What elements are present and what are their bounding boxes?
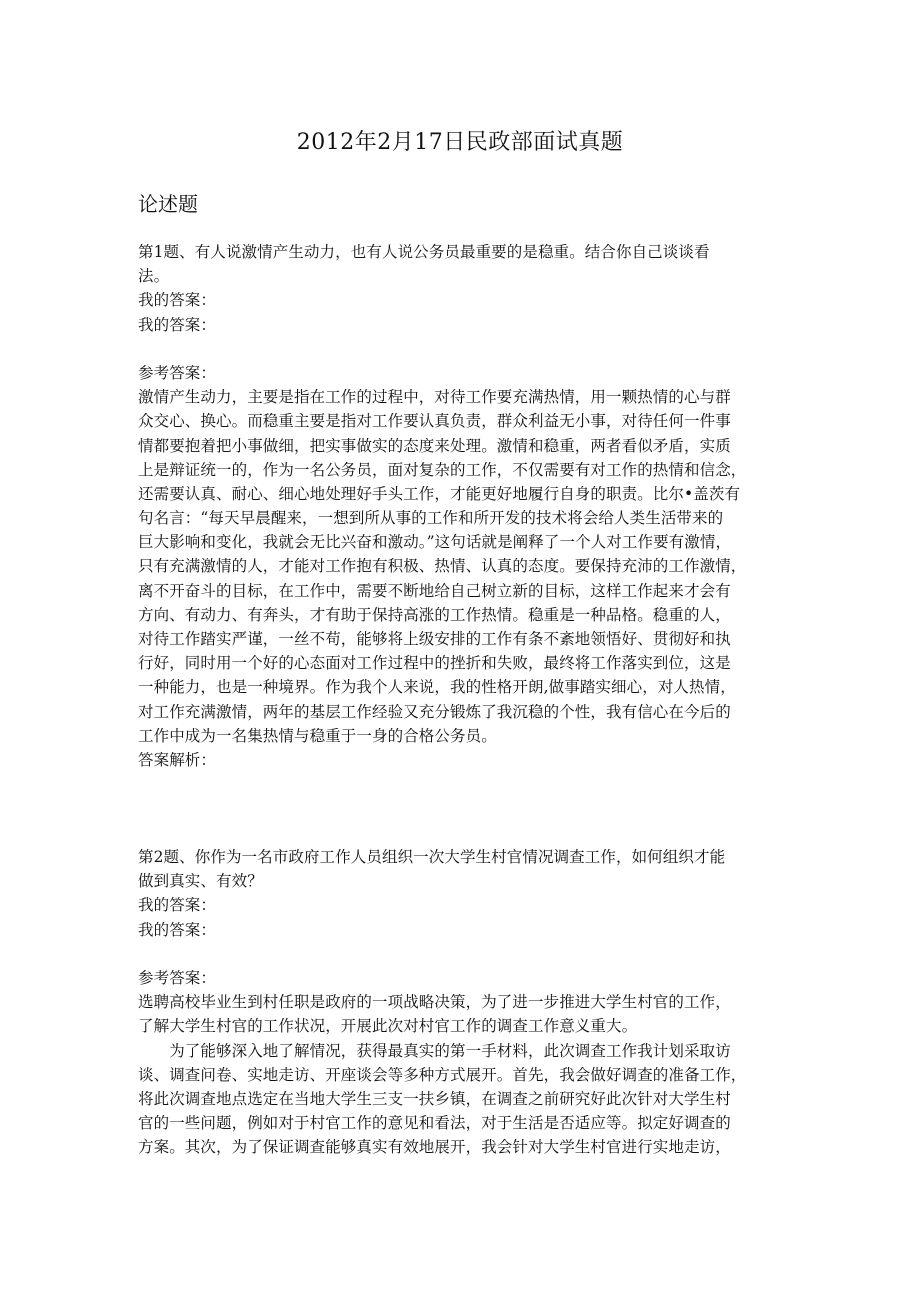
- question-2-block: [138, 845, 788, 1159]
- reference-answer-line: 将此次调查地点选定在当地大学生三支一扶乡镇，在调查之前研究好此次针对大学生村: [138, 1089, 731, 1108]
- reference-answer-line: 为了能够深入地了解情况，获得最真实的第一手材料，此次调查工作我计划采取访: [138, 1041, 731, 1060]
- my-answer-label: 我的答案：: [138, 920, 217, 939]
- reference-answer-line: 工作中成为一名集热情与稳重于一身的合格公务员。: [138, 726, 497, 745]
- question-1-prompt-line: 第1题、有人说激情产生动力，也有人说公务员最重要的是稳重。结合你自己谈谈看: [138, 243, 710, 261]
- reference-answer-line: 谈、调查问卷、实地走访、开座谈会等多种方式展开。首先，我会做好调查的准备工作，: [138, 1065, 747, 1084]
- question-2-prompt-line: 第2题、你作为一名市政府工作人员组织一次大学生村官情况调查工作，如何组织才能: [138, 848, 726, 866]
- section-heading: 论述题: [138, 192, 198, 216]
- reference-answer-line: 句名言：“每天早晨醒来，一想到所从事的工作和所开发的技术将会给人类生活带来的: [138, 509, 724, 528]
- my-answer-label: 我的答案：: [138, 315, 217, 334]
- reference-answer-line: 巨大影响和变化，我就会无比兴奋和激动。”这句话就是阐释了一个人对工作要有激情，: [138, 533, 732, 552]
- my-answer-label: 我的答案：: [138, 291, 217, 310]
- reference-answer-line: 上是辩证统一的，作为一名公务员，面对复杂的工作，不仅需要有对工作的热情和信念，: [138, 460, 747, 479]
- my-answer-label: 我的答案：: [138, 896, 217, 915]
- reference-answer-line: 还需要认真、耐心、细心地处理好手头工作，才能更好地履行自身的职责。比尔•盖茨有: [138, 484, 741, 503]
- spacer: [138, 942, 788, 966]
- reference-answer-line: 选聘高校毕业生到村任职是政府的一项战略决策，为了进一步推进大学生村官的工作，: [138, 993, 731, 1012]
- reference-answer-line: 激情产生动力，主要是指在工作的过程中，对待工作要充满热情，用一颗热情的心与群: [138, 388, 731, 407]
- reference-answer-line: 方案。其次，为了保证调查能够真实有效地展开，我会针对大学生村官进行实地走访，: [138, 1138, 731, 1157]
- question-2-prompt-line: 做到真实、有效？: [138, 872, 263, 891]
- reference-answer-label: 参考答案：: [138, 363, 217, 382]
- reference-answer-line: 了解大学生村官的工作状况，开展此次对村官工作的调查工作意义重大。: [138, 1017, 638, 1036]
- reference-answer-line: 行好，同时用一个好的心态面对工作过程中的挫折和失败，最终将工作落实到位，这是: [138, 654, 731, 673]
- reference-answer-line: 官的一些问题，例如对于村官工作的意见和看法，对于生活是否适应等。拟定好调查的: [138, 1114, 731, 1133]
- reference-answer-line: 只有充满激情的人，才能对工作抱有积极、热情、认真的态度。要保持充沛的工作激情，: [138, 557, 747, 576]
- question-1-block: [138, 240, 788, 772]
- reference-answer-line: 方向、有动力、有奔头，才有助于保持高涨的工作热情。稳重是一种品格。稳重的人，: [138, 605, 731, 624]
- spacer: [138, 337, 788, 361]
- reference-answer-line: 情都要抱着把小事做细，把实事做实的态度来处理。激情和稳重，两者看似矛盾，实质: [138, 436, 731, 455]
- reference-answer-label: 参考答案：: [138, 968, 217, 987]
- reference-answer-line: 一种能力，也是一种境界。作为我个人来说，我的性格开朗,做事踏实细心，对人热情，: [138, 678, 736, 697]
- answer-analysis-label: 答案解析：: [138, 750, 217, 769]
- reference-answer-line: 离不开奋斗的目标，在工作中，需要不断地给自己树立新的目标，这样工作起来才会有: [138, 581, 731, 600]
- reference-answer-line: 众交心、换心。而稳重主要是指对工作要认真负责，群众利益无小事，对待任何一件事: [138, 412, 731, 431]
- reference-answer-line: 对待工作踏实严谨，一丝不苟，能够将上级安排的工作有条不紊地领悟好、贯彻好和执: [138, 630, 731, 648]
- question-1-prompt-line: 法。: [138, 267, 170, 286]
- reference-answer-line: 对工作充满激情，两年的基层工作经验又充分锻炼了我沉稳的个性，我有信心在今后的: [138, 702, 731, 721]
- document-title: 2012年2月17日民政部面试真题: [296, 130, 624, 155]
